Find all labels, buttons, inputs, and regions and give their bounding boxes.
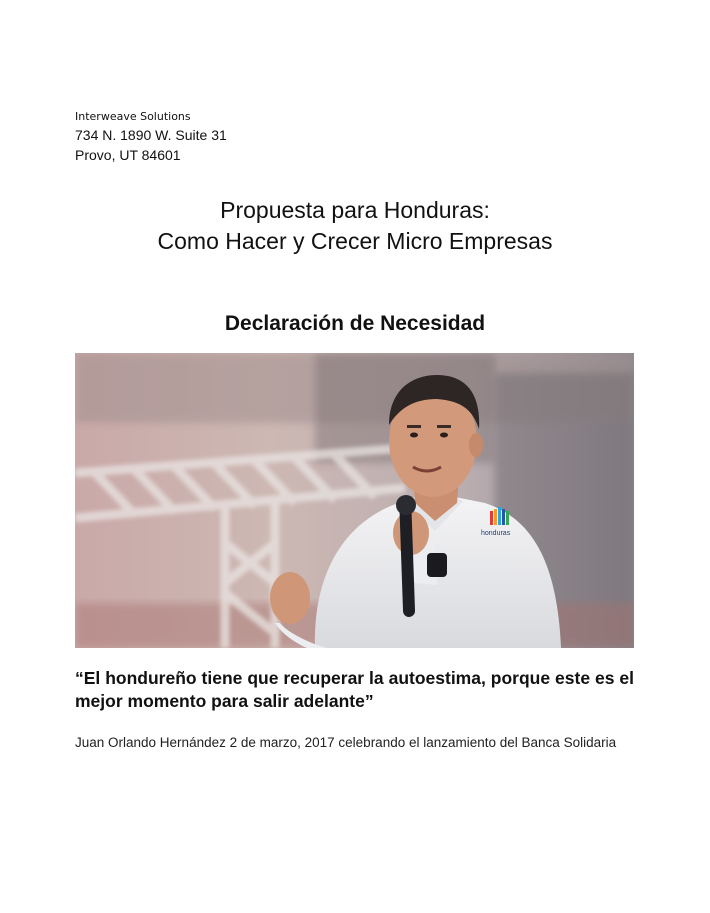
speaker-photo — [75, 353, 634, 648]
speaker-photo-illustration — [75, 353, 634, 648]
section-heading: Declaración de Necesidad — [224, 312, 486, 335]
address-line-2: Provo, UT 84601 — [75, 147, 181, 163]
address-line-1: 734 N. 1890 W. Suite 31 — [75, 127, 227, 143]
document-title-line-2: Como Hacer y Crecer Micro Empresas — [157, 228, 553, 254]
svg-text:honduras: honduras — [481, 530, 511, 537]
quote-attribution: Juan Orlando Hernández 2 de marzo, 2017 celebrando el lanzamiento del Banca Solidaria — [75, 735, 617, 750]
quote-text: “El hondureño tiene que recuperar la autoestima, porque este es el mejor momento para salir adelante” — [75, 668, 634, 711]
document-title-line-1: Propuesta para Honduras: — [220, 197, 490, 223]
company-name: Interweave Solutions — [75, 110, 191, 123]
